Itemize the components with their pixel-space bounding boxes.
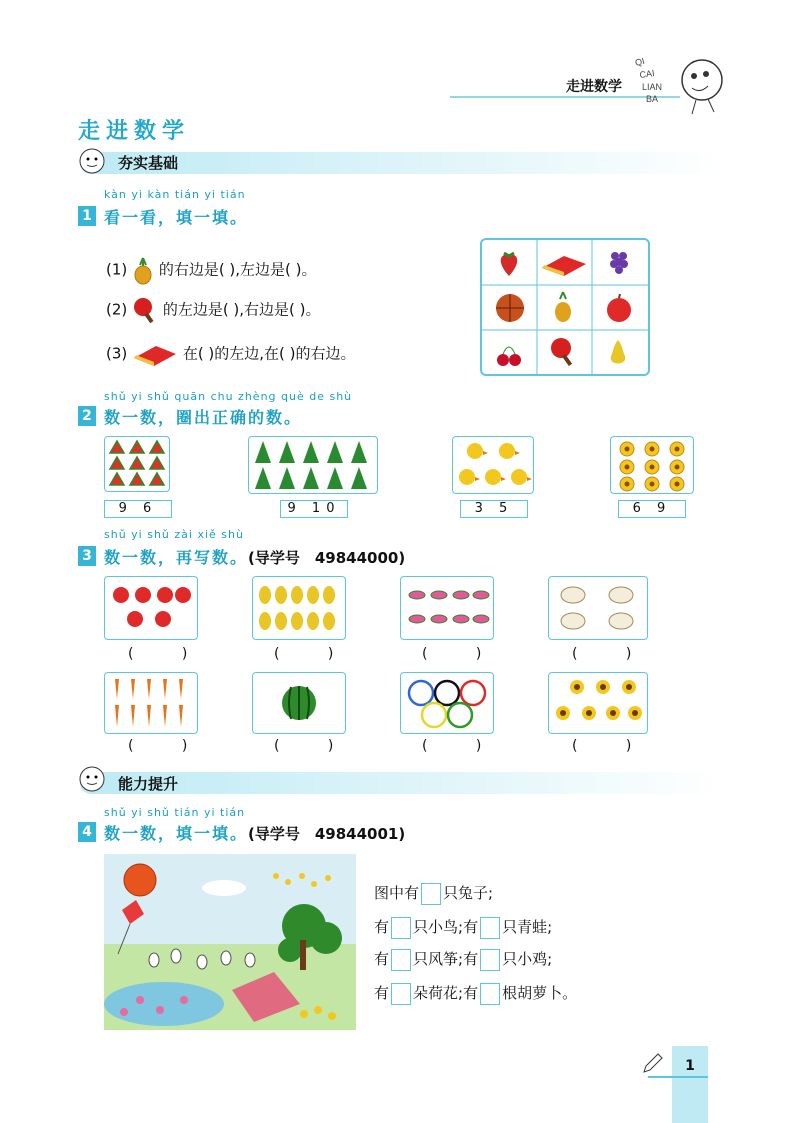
svg-text:CAI: CAI <box>638 67 656 80</box>
q1-line-3-text: 在( )的左边,在( )的右边。 <box>182 344 356 363</box>
ring-icons <box>401 673 493 733</box>
basketball-icon <box>494 292 526 324</box>
q1-line-2-text: 的左边是( ),右边是( )。 <box>162 300 321 319</box>
q1-line-2 <box>106 296 321 324</box>
q4-line-kites-text-1: 有 <box>374 950 390 968</box>
q3-picture-watermelon <box>252 672 346 734</box>
grapes-icon <box>606 246 634 280</box>
q1-title: 看一看，填一填。 <box>104 208 249 227</box>
pear-icon <box>604 336 632 370</box>
q1-line-2-num: (2) <box>106 300 128 319</box>
ping-pong-paddle-icon <box>132 296 158 324</box>
q4-line-lotus-text-2: 朵荷花;有 <box>413 984 479 1002</box>
q3-picture-teapots <box>548 576 648 640</box>
q3-title <box>104 545 405 568</box>
q3-picture-candies <box>400 576 494 640</box>
svg-text:QI: QI <box>633 55 646 68</box>
q1-number-badge: 1 <box>78 206 96 226</box>
q4-line-chicks-text: 只小鸡; <box>502 950 553 968</box>
q3-number-badge: 3 <box>78 546 96 566</box>
strawberry-icon <box>494 248 524 278</box>
q2-choices-flowers[interactable]: 6 9 <box>618 500 686 518</box>
ping-pong-paddle-icon <box>548 336 578 370</box>
running-header: 走进数学 <box>566 79 622 95</box>
q4-line-birds-text-2: 只小鸟;有 <box>413 918 479 936</box>
q3-picture-apples <box>104 576 198 640</box>
q4-line-rabbits-text-2: 只兔子; <box>443 884 494 902</box>
q4-number-badge: 4 <box>78 822 96 842</box>
q2-picture-trees <box>248 436 378 494</box>
answer-box-kites[interactable] <box>391 949 411 971</box>
girl-mascot-icon <box>72 764 112 794</box>
boy-mascot-icon <box>72 146 112 176</box>
q4-line-rabbits-text-1: 图中有 <box>374 884 420 902</box>
q3-answer-rings[interactable]: ( ) <box>422 738 504 754</box>
pear-icons <box>253 577 345 639</box>
page-number-rule <box>648 1076 708 1078</box>
q1-line-3-num: (3) <box>106 344 128 363</box>
page-title: 走进数学 <box>78 119 191 144</box>
q4-line-lotus-text-1: 有 <box>374 984 390 1002</box>
q2-picture-flowers <box>610 436 694 494</box>
q2-title: 数一数，圈出正确的数。 <box>104 408 303 427</box>
q2-choices-chicks[interactable]: 3 5 <box>460 500 528 518</box>
q4-line-birds-frogs <box>374 916 552 939</box>
q3-pinyin: shǔ yi shǔ zài xiě shù <box>104 528 244 541</box>
q2-pinyin: shǔ yi shǔ quān chu zhèng què de shù <box>104 390 353 403</box>
page-number: 1 <box>685 1058 695 1074</box>
q2-number-badge: 2 <box>78 406 96 426</box>
q1-line-1 <box>106 256 317 284</box>
answer-box-lotus[interactable] <box>391 983 411 1005</box>
watermelon-slice-icons <box>105 437 169 491</box>
section-title-improve: 能力提升 <box>118 775 179 793</box>
q1-line-1-num: (1) <box>106 260 128 279</box>
q3-answer-sunflowers[interactable]: ( ) <box>572 738 654 754</box>
q3-picture-carrots <box>104 672 198 734</box>
apple-icons <box>105 577 197 639</box>
q4-line-kites-text-2: 只风筝;有 <box>413 950 479 968</box>
section-title-basics: 夯实基础 <box>118 154 179 172</box>
watermelon-icon <box>253 673 345 733</box>
cherries-icon <box>494 338 524 368</box>
q2-choices-watermelon[interactable]: 9 6 <box>104 500 172 518</box>
flower-icons <box>611 437 693 493</box>
q1-line-1-text: 的右边是( ),左边是( )。 <box>158 260 317 279</box>
tree-icons <box>249 437 377 493</box>
q3-title-text: 数一数，再写数。 <box>104 548 249 567</box>
q3-answer-candies[interactable]: ( ) <box>422 646 504 662</box>
pencil-icon <box>640 1052 664 1076</box>
q4-scene-picture <box>104 854 356 1030</box>
q4-line-kites-chicks <box>374 948 552 971</box>
q2-choices-trees[interactable]: 9 10 <box>280 500 348 518</box>
q3-answer-apples[interactable]: ( ) <box>128 646 210 662</box>
q2-picture-chicks <box>452 436 534 494</box>
answer-box-frogs[interactable] <box>480 917 500 939</box>
q4-title <box>104 821 405 844</box>
carrot-icons <box>105 673 197 733</box>
q1-line-3 <box>106 340 356 368</box>
q3-answer-carrots[interactable]: ( ) <box>128 738 210 754</box>
q1-picture-grid <box>480 238 650 376</box>
q4-reference-number: (导学号 49844001) <box>248 825 406 843</box>
teapot-icons <box>549 577 647 639</box>
q4-pinyin: shǔ yi shǔ tián yi tián <box>104 806 246 819</box>
q2-picture-watermelon <box>104 436 170 492</box>
chick-icons <box>453 437 533 493</box>
q3-answer-pears[interactable]: ( ) <box>274 646 356 662</box>
books-icon <box>540 250 588 280</box>
pineapple-icon <box>132 256 154 284</box>
q3-answer-watermelon[interactable]: ( ) <box>274 738 356 754</box>
answer-box-chicks[interactable] <box>480 949 500 971</box>
q4-line-lotus-carrots <box>374 982 577 1005</box>
books-icon <box>132 340 178 368</box>
q4-line-birds-text-1: 有 <box>374 918 390 936</box>
q4-title-text: 数一数，填一填。 <box>104 824 249 843</box>
answer-box-rabbits[interactable] <box>421 883 441 905</box>
apple-icon <box>604 292 634 324</box>
sunflower-icons <box>549 673 647 733</box>
q4-line-rabbits <box>374 882 493 905</box>
q3-reference-number: (导学号 49844000) <box>248 549 406 567</box>
q3-answer-teapots[interactable]: ( ) <box>572 646 654 662</box>
pineapple-icon <box>552 290 574 324</box>
q3-picture-sunflowers <box>548 672 648 734</box>
svg-text:LIAN: LIAN <box>642 82 663 92</box>
q4-line-carrots-text: 根胡萝卜。 <box>502 984 578 1002</box>
q1-pinyin: kàn yi kàn tián yi tián <box>104 188 246 201</box>
candy-icons <box>401 577 493 639</box>
svg-text:BA: BA <box>646 94 659 104</box>
q4-line-frogs-text: 只青蛙; <box>502 918 553 936</box>
mascot-logo <box>633 52 736 122</box>
q3-picture-pears <box>252 576 346 640</box>
answer-box-carrots[interactable] <box>480 983 500 1005</box>
answer-box-birds[interactable] <box>391 917 411 939</box>
q3-picture-rings <box>400 672 494 734</box>
